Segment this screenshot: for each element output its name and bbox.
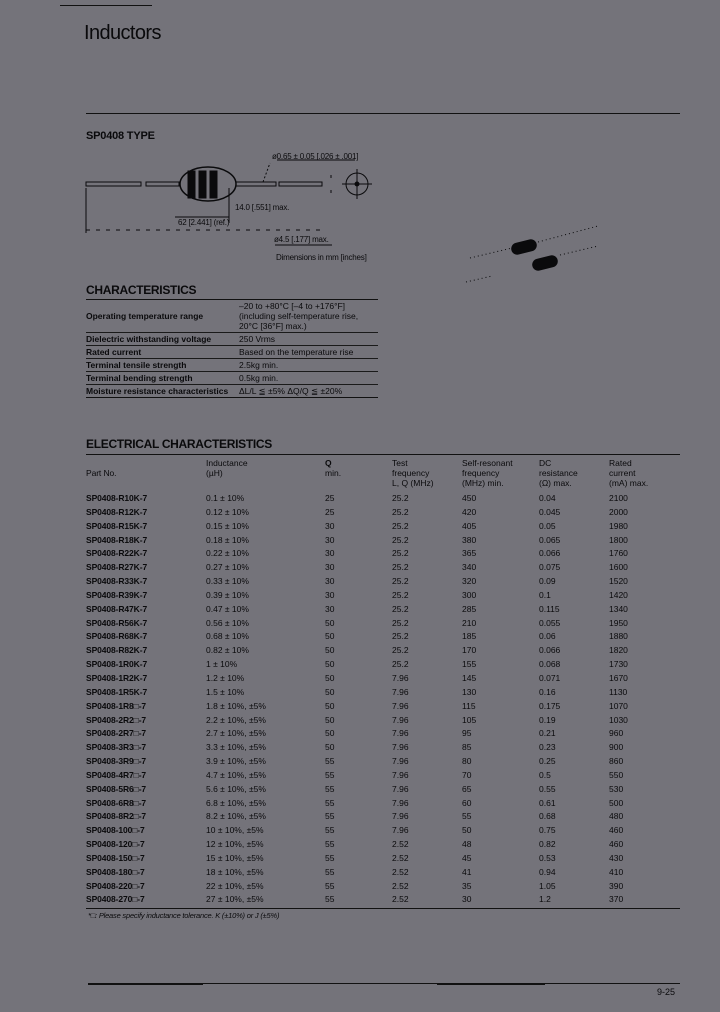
inductance-cell: 6.8 ± 10%, ±5% (206, 797, 266, 808)
self-resonant-frequency-cell: 210 (462, 617, 477, 628)
header-self-resonant-frequency: Self-resonant frequency (MHz) min. (462, 458, 513, 488)
rated-current-cell: 1600 (609, 562, 628, 573)
self-resonant-frequency-cell: 80 (462, 756, 472, 767)
test-frequency-cell: 25.2 (392, 603, 409, 614)
self-resonant-frequency-cell: 405 (462, 520, 477, 531)
product-photo (420, 220, 600, 290)
part-number-cell: SP0408-R33K-7 (86, 576, 148, 587)
q-min-cell: 55 (325, 756, 335, 767)
part-number-cell: SP0408-R27K-7 (86, 562, 148, 573)
self-resonant-frequency-cell: 170 (462, 645, 477, 656)
test-frequency-cell: 7.96 (392, 811, 409, 822)
dc-resistance-cell: 0.068 (539, 659, 561, 670)
rated-current-cell: 1950 (609, 617, 628, 628)
test-frequency-cell: 25.2 (392, 562, 409, 573)
inductance-cell: 3.9 ± 10%, ±5% (206, 756, 266, 767)
rated-current-cell: 1340 (609, 603, 628, 614)
self-resonant-frequency-cell: 105 (462, 714, 477, 725)
q-min-cell: 55 (325, 825, 335, 836)
rated-current-cell: 1520 (609, 576, 628, 587)
self-resonant-frequency-cell: 45 (462, 852, 472, 863)
inductance-cell: 0.12 ± 10% (206, 506, 249, 517)
q-min-cell: 50 (325, 672, 335, 683)
test-frequency-cell: 2.52 (392, 839, 409, 850)
q-min-cell: 55 (325, 894, 335, 905)
char-row (86, 346, 378, 359)
table-row (86, 617, 680, 631)
part-number-cell: SP0408-6R8□-7 (86, 797, 147, 808)
dc-resistance-cell: 0.05 (539, 520, 556, 531)
part-number-cell: SP0408-120□-7 (86, 839, 145, 850)
table-row (86, 866, 680, 880)
dc-resistance-cell: 1.05 (539, 880, 556, 891)
dc-resistance-cell: 0.25 (539, 756, 556, 767)
char-row (86, 359, 378, 372)
table-row (86, 824, 680, 838)
rated-current-cell: 410 (609, 866, 624, 877)
electrical-table (86, 456, 680, 907)
self-resonant-frequency-cell: 41 (462, 866, 472, 877)
body-diameter-label: ø4.5 [.177] max. (274, 235, 329, 244)
dc-resistance-cell: 0.065 (539, 534, 561, 545)
part-number-cell: SP0408-8R2□-7 (86, 811, 147, 822)
self-resonant-frequency-cell: 130 (462, 686, 477, 697)
self-resonant-frequency-cell: 450 (462, 493, 477, 503)
electrical-divider (86, 454, 680, 455)
q-min-cell: 30 (325, 576, 335, 587)
header-part-no: Part No. (86, 468, 117, 478)
test-frequency-cell: 2.52 (392, 852, 409, 863)
page-number: 9-25 (657, 987, 676, 997)
dc-resistance-cell: 0.23 (539, 742, 556, 753)
page-title: Inductors (84, 22, 161, 44)
self-resonant-frequency-cell: 300 (462, 589, 477, 600)
self-resonant-frequency-cell: 95 (462, 728, 472, 739)
inductance-cell: 18 ± 10%, ±5% (206, 866, 264, 877)
q-min-cell: 55 (325, 769, 335, 780)
self-resonant-frequency-cell: 35 (462, 880, 472, 891)
table-row (86, 534, 680, 548)
table-row (86, 838, 680, 852)
q-min-cell: 25 (325, 506, 335, 517)
rated-current-cell: 430 (609, 852, 624, 863)
part-number-cell: SP0408-R12K-7 (86, 506, 148, 517)
inductance-cell: 0.56 ± 10% (206, 617, 249, 628)
part-number-cell: SP0408-1R5K-7 (86, 686, 148, 697)
dc-resistance-cell: 0.055 (539, 617, 561, 628)
self-resonant-frequency-cell: 145 (462, 672, 477, 683)
inductance-cell: 0.22 ± 10% (206, 548, 249, 559)
test-frequency-cell: 25.2 (392, 659, 409, 670)
inductance-cell: 0.33 ± 10% (206, 576, 249, 587)
part-number-cell: SP0408-R10K-7 (86, 493, 148, 503)
dc-resistance-cell: 0.53 (539, 852, 556, 863)
self-resonant-frequency-cell: 30 (462, 894, 472, 905)
rated-current-cell: 1670 (609, 672, 628, 683)
rated-current-cell: 390 (609, 880, 624, 891)
dc-resistance-cell: 1.2 (539, 894, 551, 905)
inductance-cell: 15 ± 10%, ±5% (206, 852, 264, 863)
table-row (86, 589, 680, 603)
self-resonant-frequency-cell: 365 (462, 548, 477, 559)
rated-current-cell: 370 (609, 894, 624, 905)
dc-resistance-cell: 0.68 (539, 811, 556, 822)
rated-current-cell: 1880 (609, 631, 628, 642)
test-frequency-cell: 7.96 (392, 700, 409, 711)
overall-length-label: 62 [2.441] (ref.) (178, 218, 230, 227)
electrical-bottom-divider (86, 908, 680, 909)
self-resonant-frequency-cell: 285 (462, 603, 477, 614)
rated-current-cell: 460 (609, 825, 624, 836)
rated-current-cell: 2000 (609, 506, 628, 517)
self-resonant-frequency-cell: 70 (462, 769, 472, 780)
self-resonant-frequency-cell: 380 (462, 534, 477, 545)
part-number-cell: SP0408-R47K-7 (86, 603, 148, 614)
test-frequency-cell: 25.2 (392, 548, 409, 559)
table-row (86, 741, 680, 755)
body-length-label: 14.0 [.551] max. (235, 203, 290, 212)
header-q: Q min. (325, 458, 342, 478)
part-number-cell: SP0408-3R9□-7 (86, 756, 147, 767)
part-number-cell: SP0408-R82K-7 (86, 645, 148, 656)
table-row (86, 880, 680, 894)
q-min-cell: 25 (325, 493, 335, 503)
q-min-cell: 50 (325, 686, 335, 697)
dc-resistance-cell: 0.066 (539, 548, 561, 559)
part-number-cell: SP0408-180□-7 (86, 866, 145, 877)
self-resonant-frequency-cell: 115 (462, 700, 476, 711)
test-frequency-cell: 7.96 (392, 728, 409, 739)
rated-current-cell: 2100 (609, 493, 628, 503)
footer-rule-accent (437, 983, 545, 985)
inductance-cell: 1.2 ± 10% (206, 672, 245, 683)
part-number-cell: SP0408-R39K-7 (86, 589, 148, 600)
table-row (86, 658, 680, 672)
part-number-cell: SP0408-2R2□-7 (86, 714, 147, 725)
test-frequency-cell: 25.2 (392, 520, 409, 531)
rated-current-cell: 1800 (609, 534, 628, 545)
self-resonant-frequency-cell: 185 (462, 631, 477, 642)
test-frequency-cell: 7.96 (392, 783, 409, 794)
part-number-cell: SP0408-270□-7 (86, 894, 145, 905)
part-number-cell: SP0408-100□-7 (86, 825, 145, 836)
test-frequency-cell: 2.52 (392, 880, 409, 891)
test-frequency-cell: 7.96 (392, 825, 409, 836)
dc-resistance-cell: 0.61 (539, 797, 556, 808)
table-row (86, 797, 680, 811)
inductance-cell: 0.39 ± 10% (206, 589, 249, 600)
dc-resistance-cell: 0.115 (539, 603, 560, 614)
self-resonant-frequency-cell: 48 (462, 839, 472, 850)
test-frequency-cell: 7.96 (392, 686, 409, 697)
inductance-cell: 1 ± 10% (206, 659, 238, 670)
test-frequency-cell: 25.2 (392, 506, 409, 517)
test-frequency-cell: 25.2 (392, 645, 409, 656)
dc-resistance-cell: 0.94 (539, 866, 556, 877)
inductance-cell: 0.68 ± 10% (206, 631, 249, 642)
q-min-cell: 50 (325, 659, 335, 670)
table-row (86, 727, 680, 741)
test-frequency-cell: 25.2 (392, 589, 409, 600)
part-number-cell: SP0408-R15K-7 (86, 520, 148, 531)
self-resonant-frequency-cell: 65 (462, 783, 472, 794)
q-min-cell: 50 (325, 631, 335, 642)
inductance-cell: 5.6 ± 10%, ±5% (206, 783, 266, 794)
rated-current-cell: 1980 (609, 520, 628, 531)
char-row (86, 385, 378, 398)
part-number-cell: SP0408-1R0K-7 (86, 659, 148, 670)
q-min-cell: 55 (325, 852, 335, 863)
q-min-cell: 50 (325, 645, 335, 656)
q-min-cell: 30 (325, 520, 335, 531)
self-resonant-frequency-cell: 55 (462, 811, 472, 822)
table-row (86, 575, 680, 589)
table-row (86, 603, 680, 617)
dc-resistance-cell: 0.175 (539, 700, 561, 711)
rated-current-cell: 460 (609, 839, 624, 850)
dc-resistance-cell: 0.75 (539, 825, 556, 836)
part-number-cell: SP0408-220□-7 (86, 880, 145, 891)
lead-diameter-label: ø0.65 ± 0.05 [.026 ± .001] (272, 152, 359, 161)
table-row (86, 547, 680, 561)
rated-current-cell: 1420 (609, 589, 628, 600)
inductance-cell: 0.47 ± 10% (206, 603, 249, 614)
dc-resistance-cell: 0.16 (539, 686, 556, 697)
part-number-cell: SP0408-R22K-7 (86, 548, 148, 559)
q-min-cell: 30 (325, 534, 335, 545)
rated-current-cell: 1730 (609, 659, 628, 670)
q-min-cell: 55 (325, 839, 335, 850)
inductance-cell: 0.82 ± 10% (206, 645, 249, 656)
q-min-cell: 55 (325, 797, 335, 808)
rated-current-cell: 860 (609, 756, 624, 767)
part-number-cell: SP0408-2R7□-7 (86, 728, 147, 739)
units-note: Dimensions in mm [inches] (276, 253, 367, 262)
test-frequency-cell: 7.96 (392, 756, 409, 767)
inductance-cell: 0.18 ± 10% (206, 534, 249, 545)
rated-current-cell: 960 (609, 728, 624, 739)
test-frequency-cell: 2.52 (392, 866, 409, 877)
char-row (86, 300, 378, 333)
char-value: –20 to +80°C [–4 to +176°F] (including self-temperature rise, 20°C [36°F] max.) (239, 300, 378, 333)
table-row (86, 810, 680, 824)
inductance-cell: 1.8 ± 10%, ±5% (206, 700, 266, 711)
header-rated-current: Rated current (mA) max. (609, 458, 649, 488)
table-row (86, 755, 680, 769)
table-row (86, 506, 680, 520)
inductance-cell: 8.2 ± 10%, ±5% (206, 811, 266, 822)
part-number-cell: SP0408-R68K-7 (86, 631, 148, 642)
inductor-photo-icon (420, 220, 600, 290)
table-body (86, 492, 680, 907)
test-frequency-cell: 7.96 (392, 672, 409, 683)
char-value: 250 Vrms (239, 333, 378, 346)
table-row (86, 714, 680, 728)
dc-resistance-cell: 0.19 (539, 714, 556, 725)
self-resonant-frequency-cell: 50 (462, 825, 472, 836)
test-frequency-cell: 25.2 (392, 534, 409, 545)
char-row (86, 333, 378, 346)
self-resonant-frequency-cell: 85 (462, 742, 472, 753)
test-frequency-cell: 7.96 (392, 797, 409, 808)
table-row (86, 783, 680, 797)
table-row (86, 644, 680, 658)
char-label: Terminal tensile strength (86, 359, 239, 372)
inductance-cell: 27 ± 10%, ±5% (206, 894, 264, 905)
self-resonant-frequency-cell: 60 (462, 797, 472, 808)
table-row (86, 630, 680, 644)
header-inductance: Inductance (µH) (206, 458, 248, 478)
table-row (86, 492, 680, 506)
part-number-cell: SP0408-1R2K-7 (86, 672, 148, 683)
q-min-cell: 55 (325, 783, 335, 794)
dc-resistance-cell: 0.066 (539, 645, 561, 656)
q-min-cell: 30 (325, 548, 335, 559)
char-label: Operating temperature range (86, 300, 239, 333)
q-min-cell: 30 (325, 589, 335, 600)
table-row (86, 700, 680, 714)
test-frequency-cell: 7.96 (392, 769, 409, 780)
test-frequency-cell: 7.96 (392, 742, 409, 753)
table-header (86, 456, 680, 492)
part-number-cell: SP0408-1R8□-7 (86, 700, 147, 711)
test-frequency-cell: 25.2 (392, 631, 409, 642)
char-label: Rated current (86, 346, 239, 359)
test-frequency-cell: 7.96 (392, 714, 409, 725)
dc-resistance-cell: 0.075 (539, 562, 561, 573)
self-resonant-frequency-cell: 420 (462, 506, 477, 517)
q-min-cell: 55 (325, 866, 335, 877)
char-row (86, 372, 378, 385)
inductance-cell: 0.1 ± 10% (206, 493, 245, 503)
dc-resistance-cell: 0.045 (539, 506, 561, 517)
inductance-cell: 4.7 ± 10%, ±5% (206, 769, 266, 780)
self-resonant-frequency-cell: 320 (462, 576, 477, 587)
part-number-cell: SP0408-150□-7 (86, 852, 145, 863)
part-number-cell: SP0408-5R6□-7 (86, 783, 147, 794)
test-frequency-cell: 25.2 (392, 576, 409, 587)
self-resonant-frequency-cell: 340 (462, 562, 477, 573)
table-row (86, 672, 680, 686)
inductance-cell: 2.7 ± 10%, ±5% (206, 728, 266, 739)
q-min-cell: 55 (325, 811, 335, 822)
rated-current-cell: 1030 (609, 714, 628, 725)
rated-current-cell: 530 (609, 783, 624, 794)
inductance-cell: 2.2 ± 10%, ±5% (206, 714, 266, 725)
char-label: Moisture resistance characteristics (86, 385, 239, 398)
table-row (86, 852, 680, 866)
q-min-cell: 50 (325, 617, 335, 628)
dc-resistance-cell: 0.06 (539, 631, 556, 642)
q-min-cell: 50 (325, 728, 335, 739)
dc-resistance-cell: 0.5 (539, 769, 551, 780)
top-rule (60, 5, 152, 6)
dc-resistance-cell: 0.82 (539, 839, 556, 850)
rated-current-cell: 480 (609, 811, 624, 822)
char-label: Dielectric withstanding voltage (86, 333, 239, 346)
char-value: 0.5kg min. (239, 372, 378, 385)
table-row (86, 686, 680, 700)
rated-current-cell: 900 (609, 742, 624, 753)
test-frequency-cell: 25.2 (392, 617, 409, 628)
inductor-outline-icon (80, 145, 410, 270)
inductance-cell: 22 ± 10%, ±5% (206, 880, 264, 891)
part-number-cell: SP0408-4R7□-7 (86, 769, 147, 780)
char-value: 2.5kg min. (239, 359, 378, 372)
part-number-cell: SP0408-R56K-7 (86, 617, 148, 628)
dc-resistance-cell: 0.04 (539, 493, 556, 503)
table-row (86, 561, 680, 575)
char-value: ΔL/L ≦ ±5% ΔQ/Q ≦ ±20% (239, 385, 378, 398)
dc-resistance-cell: 0.21 (539, 728, 556, 739)
rated-current-cell: 1760 (609, 548, 628, 559)
inductance-cell: 0.27 ± 10% (206, 562, 249, 573)
dc-resistance-cell: 0.1 (539, 589, 551, 600)
q-min-cell: 50 (325, 742, 335, 753)
rated-current-cell: 550 (609, 769, 624, 780)
characteristics-title: CHARACTERISTICS (86, 283, 197, 297)
q-min-cell: 30 (325, 562, 335, 573)
characteristics-table (86, 300, 378, 398)
inductance-cell: 1.5 ± 10% (206, 686, 245, 697)
rated-current-cell: 500 (609, 797, 624, 808)
q-min-cell: 50 (325, 700, 335, 711)
rated-current-cell: 1820 (609, 645, 628, 656)
product-type-title: SP0408 TYPE (86, 130, 155, 142)
header-divider (86, 113, 680, 114)
test-frequency-cell: 2.52 (392, 894, 409, 905)
dc-resistance-cell: 0.55 (539, 783, 556, 794)
inductance-cell: 0.15 ± 10% (206, 520, 249, 531)
header-test-frequency: Test frequency L, Q (MHz) (392, 458, 434, 488)
inductance-cell: 12 ± 10%, ±5% (206, 839, 264, 850)
dc-resistance-cell: 0.09 (539, 576, 556, 587)
part-number-cell: SP0408-R18K-7 (86, 534, 148, 545)
part-number-cell: SP0408-3R3□-7 (86, 742, 147, 753)
dc-resistance-cell: 0.071 (539, 672, 561, 683)
q-min-cell: 55 (325, 880, 335, 891)
char-label: Terminal bending strength (86, 372, 239, 385)
header-dc-resistance: DC resistance (Ω) max. (539, 458, 578, 488)
char-value: Based on the temperature rise (239, 346, 378, 359)
dimension-drawing (80, 145, 410, 270)
footer-rule-accent (88, 983, 203, 985)
table-row (86, 893, 680, 907)
table-row (86, 520, 680, 534)
test-frequency-cell: 25.2 (392, 493, 409, 503)
q-min-cell: 30 (325, 603, 335, 614)
inductance-cell: 3.3 ± 10%, ±5% (206, 742, 266, 753)
footnote: *□: Please specify inductance tolerance. K (±10%) or J (±5%) (88, 911, 280, 920)
rated-current-cell: 1130 (609, 686, 628, 697)
self-resonant-frequency-cell: 155 (462, 659, 477, 670)
electrical-title: ELECTRICAL CHARACTERISTICS (86, 437, 272, 451)
table-row (86, 769, 680, 783)
rated-current-cell: 1070 (609, 700, 628, 711)
q-min-cell: 50 (325, 714, 335, 725)
inductance-cell: 10 ± 10%, ±5% (206, 825, 264, 836)
